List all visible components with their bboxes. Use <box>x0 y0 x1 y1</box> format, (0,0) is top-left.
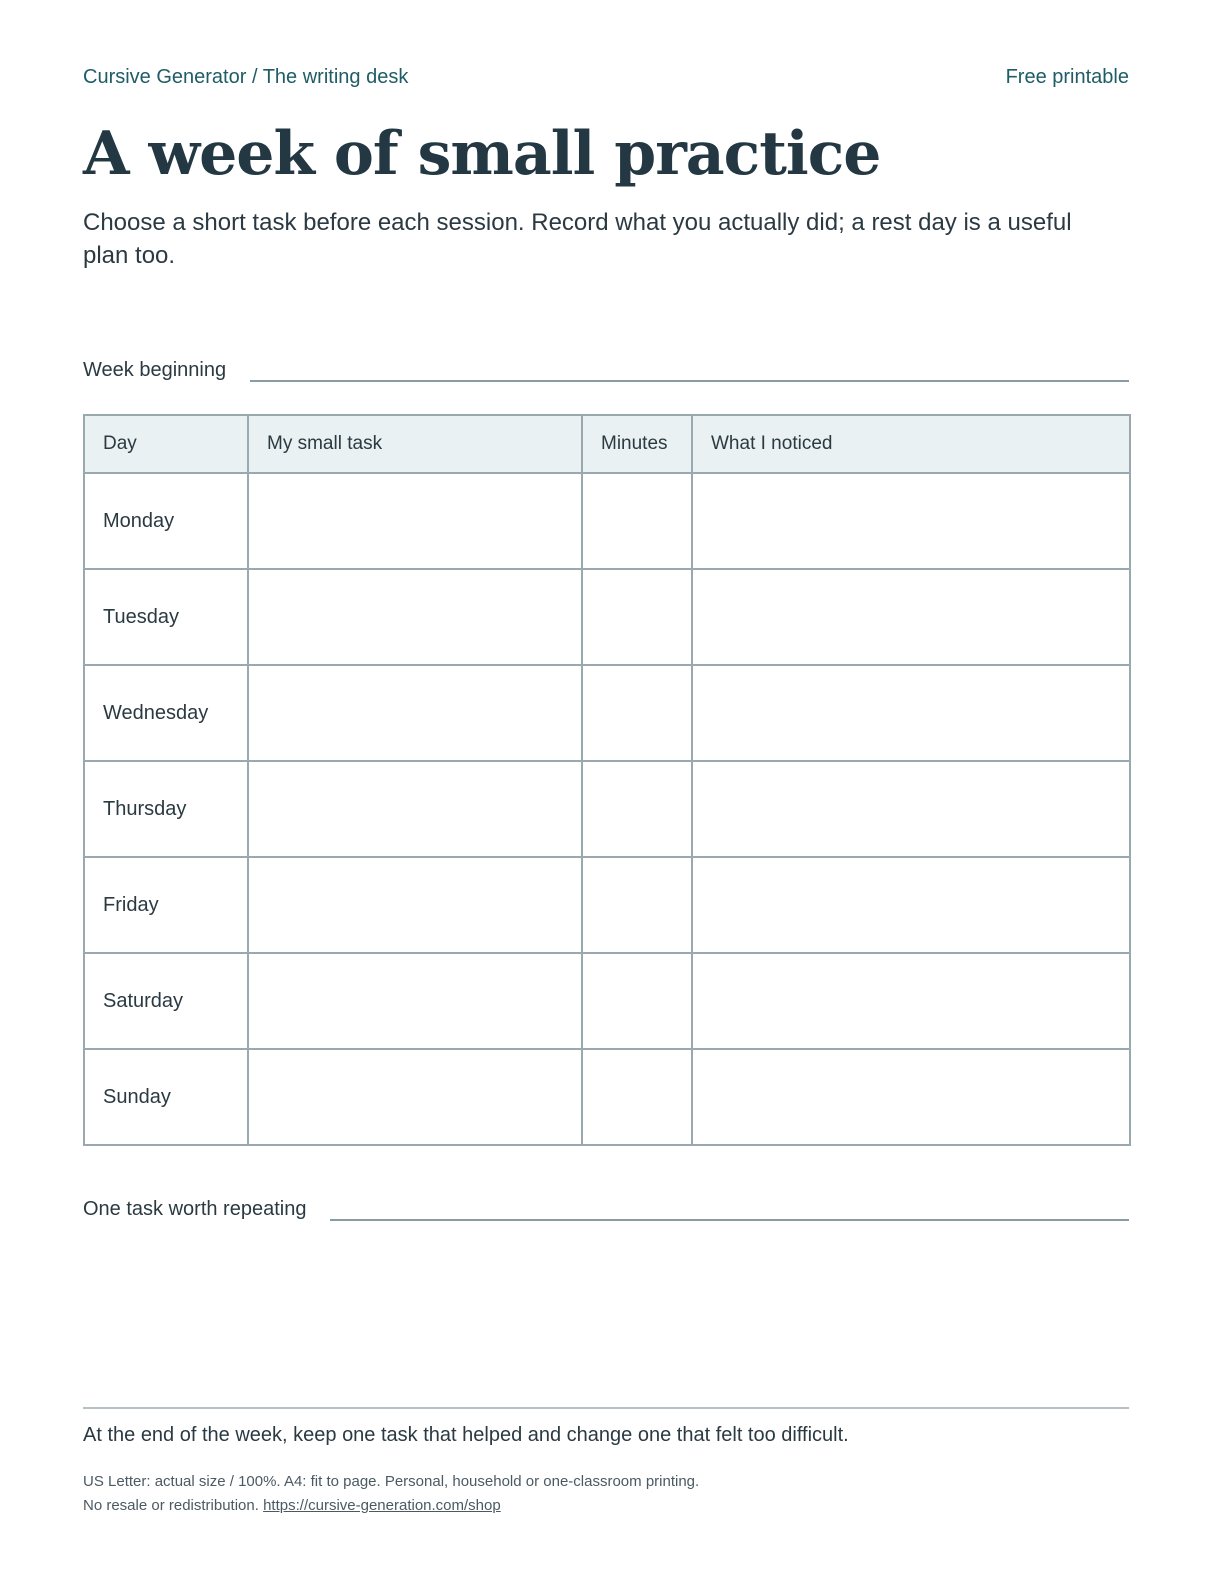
minutes-cell <box>582 473 692 569</box>
minutes-cell <box>582 665 692 761</box>
table-row <box>84 857 1130 953</box>
day-cell: Friday <box>84 857 248 953</box>
table-row <box>84 665 1130 761</box>
table-row <box>84 953 1130 1049</box>
breadcrumb[interactable]: Cursive Generator / The writing desk <box>83 66 409 88</box>
task-cell <box>248 569 582 665</box>
noticed-cell <box>692 857 1130 953</box>
noticed-cell <box>692 569 1130 665</box>
noticed-cell <box>692 665 1130 761</box>
table-row <box>84 761 1130 857</box>
legal-line-1: US Letter: actual size / 100%. A4: fit to page. Personal, household or one-classroom printing. <box>83 1473 700 1490</box>
week-beginning-label: Week beginning <box>83 359 227 381</box>
day-cell: Wednesday <box>84 665 248 761</box>
minutes-cell <box>582 953 692 1049</box>
minutes-cell <box>582 857 692 953</box>
task-cell <box>248 1049 582 1145</box>
day-cell: Thursday <box>84 761 248 857</box>
noticed-cell <box>692 761 1130 857</box>
task-cell <box>248 761 582 857</box>
shop-link[interactable]: https://cursive-generation.com/shop <box>263 1497 501 1514</box>
repeat-task-field <box>83 1197 1129 1221</box>
task-cell <box>248 857 582 953</box>
task-cell <box>248 665 582 761</box>
repeat-task-label: One task worth repeating <box>83 1198 307 1220</box>
legal-notice <box>83 1470 699 1518</box>
day-cell: Monday <box>84 473 248 569</box>
day-cell: Tuesday <box>84 569 248 665</box>
free-printable-link[interactable]: Free printable <box>1005 66 1129 88</box>
footer-divider <box>83 1407 1129 1409</box>
footer-note: At the end of the week, keep one task that helped and change one that felt too difficult. <box>83 1424 849 1446</box>
day-cell: Sunday <box>84 1049 248 1145</box>
table-row <box>84 569 1130 665</box>
noticed-cell <box>692 1049 1130 1145</box>
column-header-day: Day <box>84 415 248 473</box>
minutes-cell <box>582 761 692 857</box>
top-bar <box>83 66 1129 89</box>
week-beginning-field <box>83 358 1129 382</box>
intro-text: Choose a short task before each session. Record what you actually did; a rest day is a useful plan too. <box>83 209 1072 269</box>
noticed-cell <box>692 473 1130 569</box>
day-cell: Saturday <box>84 953 248 1049</box>
column-header-minutes: Minutes <box>582 415 692 473</box>
week-beginning-blank <box>250 379 1129 382</box>
repeat-task-blank <box>330 1218 1129 1221</box>
table-header-row <box>84 415 1130 473</box>
column-header-task: My small task <box>248 415 582 473</box>
minutes-cell <box>582 569 692 665</box>
practice-log-table <box>83 414 1131 1146</box>
task-cell <box>248 473 582 569</box>
page-title: A week of small practice <box>83 119 881 189</box>
task-cell <box>248 953 582 1049</box>
legal-line-2: No resale or redistribution. <box>83 1497 259 1514</box>
noticed-cell <box>692 953 1130 1049</box>
table-row <box>84 1049 1130 1145</box>
column-header-noticed: What I noticed <box>692 415 1130 473</box>
table-row <box>84 473 1130 569</box>
minutes-cell <box>582 1049 692 1145</box>
